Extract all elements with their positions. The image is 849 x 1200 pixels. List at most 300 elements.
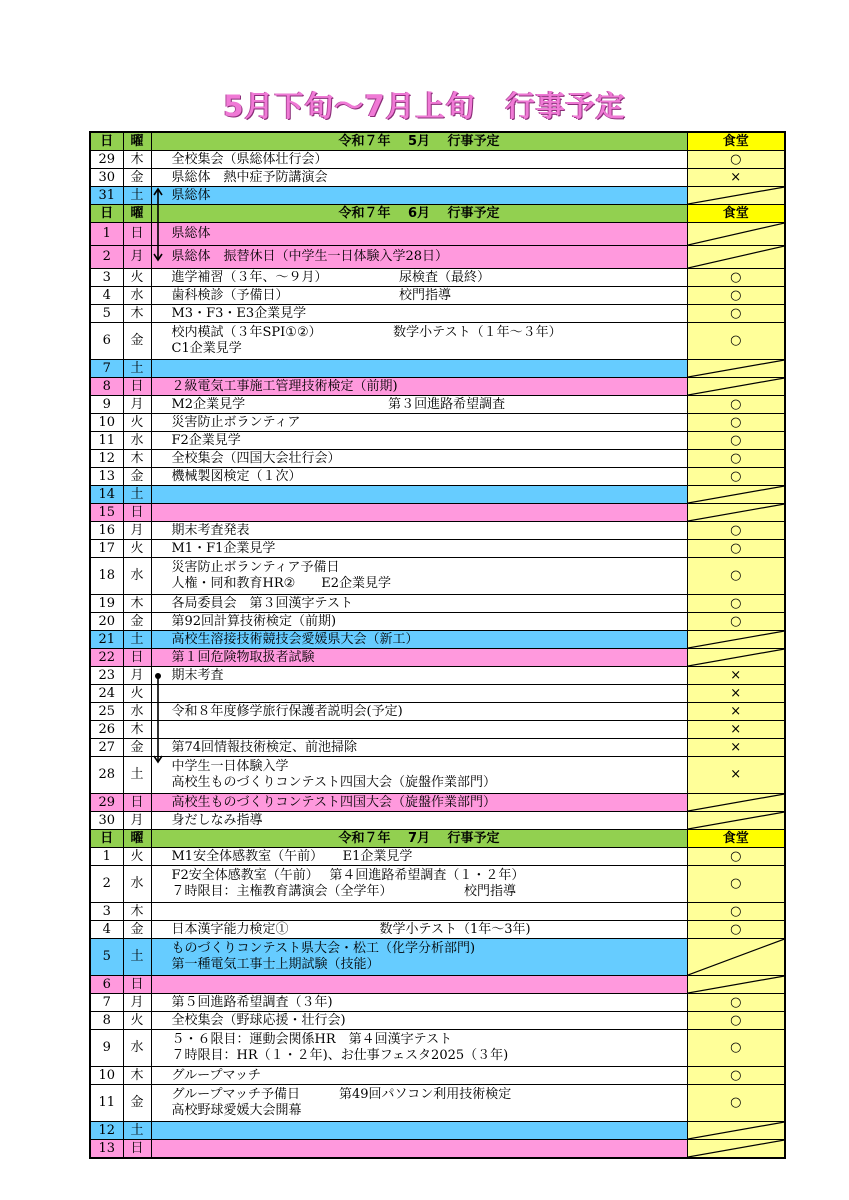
event-cell bbox=[151, 246, 687, 269]
schedule-row bbox=[90, 757, 785, 794]
weekday-cell: 水 bbox=[123, 703, 151, 721]
event-text: ７時限目：HR（１・２年)、お仕事フェスタ2025（３年) bbox=[171, 1048, 509, 1063]
no-service-slash bbox=[688, 486, 785, 503]
event-text: 全校集会（県総体壮行会） bbox=[171, 151, 328, 167]
event-text: M2企業見学 第３回進路希望調査 bbox=[171, 396, 506, 412]
weekday-cell: 日 bbox=[123, 976, 151, 994]
header-day: 日 bbox=[90, 132, 123, 151]
cafeteria-cell: ○ bbox=[687, 323, 785, 360]
day-cell: 12 bbox=[90, 450, 123, 468]
event-cell bbox=[151, 631, 687, 649]
cafeteria-cell bbox=[687, 794, 785, 812]
weekday-cell: 月 bbox=[123, 396, 151, 414]
event-cell bbox=[151, 667, 687, 685]
event-cell bbox=[151, 414, 687, 432]
event-text: 進学補習（３年、～９月） 尿検査（最終） bbox=[171, 269, 491, 285]
day-cell: 2 bbox=[90, 866, 123, 903]
cafeteria-cell: ○ bbox=[687, 848, 785, 866]
day-cell: 22 bbox=[90, 649, 123, 667]
event-text: 身だしなみ指導 bbox=[171, 812, 263, 828]
day-cell: 5 bbox=[90, 939, 123, 976]
weekday-cell: 日 bbox=[123, 378, 151, 396]
cafeteria-cell: ○ bbox=[687, 866, 785, 903]
event-text: ２級電気工事施工管理技術検定（前期) bbox=[171, 378, 398, 394]
event-cell bbox=[151, 721, 687, 739]
day-cell: 5 bbox=[90, 305, 123, 323]
no-service-slash bbox=[688, 187, 785, 204]
day-cell: 8 bbox=[90, 1012, 123, 1030]
event-text: 県総体 熱中症予防講演会 bbox=[171, 169, 328, 185]
cafeteria-cell bbox=[687, 939, 785, 976]
weekday-cell: 土 bbox=[123, 187, 151, 205]
weekday-cell: 木 bbox=[123, 595, 151, 613]
event-cell bbox=[151, 305, 687, 323]
header-cafeteria: 食堂 bbox=[687, 830, 785, 848]
schedule-row bbox=[90, 323, 785, 360]
weekday-cell: 土 bbox=[123, 1122, 151, 1140]
cafeteria-cell bbox=[687, 360, 785, 378]
day-cell: 29 bbox=[90, 151, 123, 169]
schedule-row bbox=[90, 468, 785, 486]
day-cell: 20 bbox=[90, 613, 123, 631]
schedule-table bbox=[89, 131, 786, 1159]
cafeteria-cell: ○ bbox=[687, 903, 785, 921]
event-cell bbox=[151, 595, 687, 613]
event-text: ５・６限目：運動会関係HR 第４回漢字テスト bbox=[171, 1032, 453, 1047]
event-cell bbox=[151, 450, 687, 468]
day-cell: 10 bbox=[90, 414, 123, 432]
weekday-cell: 木 bbox=[123, 903, 151, 921]
event-cell bbox=[151, 360, 687, 378]
event-cell bbox=[151, 613, 687, 631]
weekday-cell: 木 bbox=[123, 721, 151, 739]
event-cell bbox=[151, 812, 687, 830]
day-cell: 1 bbox=[90, 223, 123, 246]
no-service-slash bbox=[688, 223, 785, 245]
cafeteria-cell: ○ bbox=[687, 595, 785, 613]
header-weekday: 曜 bbox=[123, 132, 151, 151]
event-text: 第５回進路希望調査（３年) bbox=[171, 994, 333, 1010]
schedule-row bbox=[90, 794, 785, 812]
event-cell bbox=[151, 169, 687, 187]
schedule-row bbox=[90, 721, 785, 739]
schedule-row bbox=[90, 169, 785, 187]
weekday-cell: 火 bbox=[123, 269, 151, 287]
event-cell bbox=[151, 522, 687, 540]
event-cell bbox=[151, 540, 687, 558]
schedule-row bbox=[90, 558, 785, 595]
event-text: 機械製図検定（１次） bbox=[171, 468, 302, 484]
schedule-row bbox=[90, 432, 785, 450]
event-text: M1・F1企業見学 bbox=[171, 540, 276, 556]
day-cell: 13 bbox=[90, 468, 123, 486]
event-cell bbox=[151, 903, 687, 921]
day-cell: 17 bbox=[90, 540, 123, 558]
event-text: 期末考査 bbox=[171, 667, 224, 683]
schedule-row bbox=[90, 812, 785, 830]
weekday-cell: 火 bbox=[123, 685, 151, 703]
cafeteria-cell: ○ bbox=[687, 921, 785, 939]
weekday-cell: 日 bbox=[123, 794, 151, 812]
cafeteria-cell: ○ bbox=[687, 287, 785, 305]
schedule-row bbox=[90, 939, 785, 976]
weekday-cell: 火 bbox=[123, 540, 151, 558]
schedule-row bbox=[90, 378, 785, 396]
weekday-cell: 月 bbox=[123, 667, 151, 685]
weekday-cell: 木 bbox=[123, 305, 151, 323]
weekday-cell: 水 bbox=[123, 558, 151, 595]
day-cell: 21 bbox=[90, 631, 123, 649]
day-cell: 6 bbox=[90, 323, 123, 360]
cafeteria-cell: × bbox=[687, 721, 785, 739]
weekday-cell: 土 bbox=[123, 486, 151, 504]
schedule-row bbox=[90, 1012, 785, 1030]
cafeteria-cell: ○ bbox=[687, 994, 785, 1012]
event-text: 期末考査発表 bbox=[171, 522, 250, 538]
weekday-cell: 水 bbox=[123, 866, 151, 903]
weekday-cell: 木 bbox=[123, 450, 151, 468]
cafeteria-cell bbox=[687, 246, 785, 269]
event-text: 人権・同和教育HR② E2企業見学 bbox=[171, 576, 392, 591]
event-cell bbox=[151, 504, 687, 522]
event-text: 県総体 bbox=[171, 226, 211, 241]
event-text: 県総体 bbox=[171, 187, 211, 203]
weekday-cell: 金 bbox=[123, 169, 151, 187]
cafeteria-cell bbox=[687, 378, 785, 396]
cafeteria-cell: × bbox=[687, 703, 785, 721]
schedule-row bbox=[90, 1085, 785, 1122]
weekday-cell: 土 bbox=[123, 757, 151, 794]
month-header-row bbox=[90, 132, 785, 151]
event-cell bbox=[151, 1122, 687, 1140]
weekday-cell: 火 bbox=[123, 1012, 151, 1030]
event-cell bbox=[151, 378, 687, 396]
event-cell bbox=[151, 1140, 687, 1159]
cafeteria-cell: ○ bbox=[687, 305, 785, 323]
schedule-row bbox=[90, 667, 785, 685]
schedule-row bbox=[90, 1122, 785, 1140]
event-text: 全校集会（野球応援・壮行会) bbox=[171, 1012, 346, 1028]
header-cafeteria: 食堂 bbox=[687, 132, 785, 151]
weekday-cell: 水 bbox=[123, 287, 151, 305]
day-cell: 31 bbox=[90, 187, 123, 205]
event-text: C1企業見学 bbox=[171, 341, 242, 356]
day-cell: 26 bbox=[90, 721, 123, 739]
event-cell bbox=[151, 558, 687, 595]
cafeteria-cell bbox=[687, 976, 785, 994]
day-cell: 7 bbox=[90, 360, 123, 378]
month-heading: 令和７年 5月 行事予定 bbox=[151, 132, 687, 151]
weekday-cell: 火 bbox=[123, 414, 151, 432]
schedule-row bbox=[90, 921, 785, 939]
event-text: 災害防止ボランティア予備日 bbox=[171, 560, 340, 575]
day-cell: 18 bbox=[90, 558, 123, 595]
no-service-slash bbox=[688, 360, 785, 377]
month-header-row bbox=[90, 205, 785, 223]
event-cell bbox=[151, 1012, 687, 1030]
event-text: F2安全体感教室（午前） 第４回進路希望調査（１・２年） bbox=[171, 868, 525, 883]
schedule-row bbox=[90, 903, 785, 921]
schedule-row bbox=[90, 685, 785, 703]
day-cell: 1 bbox=[90, 848, 123, 866]
event-cell bbox=[151, 794, 687, 812]
event-cell bbox=[151, 939, 687, 976]
event-cell bbox=[151, 187, 687, 205]
schedule-row bbox=[90, 287, 785, 305]
event-text: F2企業見学 bbox=[171, 432, 241, 448]
event-text: 各局委員会 第３回漢字テスト bbox=[171, 595, 353, 611]
cafeteria-cell: ○ bbox=[687, 1085, 785, 1122]
weekday-cell: 月 bbox=[123, 522, 151, 540]
no-service-slash bbox=[688, 939, 785, 975]
day-cell: 27 bbox=[90, 739, 123, 757]
schedule-row bbox=[90, 866, 785, 903]
event-text: 中学生一日体験入学 bbox=[171, 759, 289, 774]
event-cell bbox=[151, 1085, 687, 1122]
event-text: 高校野球愛媛大会開幕 bbox=[171, 1103, 302, 1118]
schedule-row bbox=[90, 631, 785, 649]
weekday-cell: 金 bbox=[123, 739, 151, 757]
event-cell bbox=[151, 703, 687, 721]
cafeteria-cell: ○ bbox=[687, 1067, 785, 1085]
schedule-row bbox=[90, 246, 785, 269]
schedule-row bbox=[90, 976, 785, 994]
day-cell: 9 bbox=[90, 1030, 123, 1067]
schedule-row bbox=[90, 1140, 785, 1159]
weekday-cell: 日 bbox=[123, 504, 151, 522]
day-cell: 3 bbox=[90, 903, 123, 921]
event-text: 日本漢字能力検定① 数学小テスト（1年～3年) bbox=[171, 921, 531, 937]
event-text: 第92回計算技術検定（前期) bbox=[171, 613, 337, 629]
weekday-cell: 土 bbox=[123, 360, 151, 378]
schedule-row bbox=[90, 595, 785, 613]
page-title: 5月下旬～7月上旬 行事予定 bbox=[223, 89, 626, 123]
event-text: 令和８年度修学旅行保護者説明会(予定) bbox=[171, 703, 403, 719]
no-service-slash bbox=[688, 1140, 785, 1157]
event-cell bbox=[151, 921, 687, 939]
header-day: 日 bbox=[90, 830, 123, 848]
day-cell: 4 bbox=[90, 287, 123, 305]
header-weekday: 曜 bbox=[123, 205, 151, 223]
cafeteria-cell: ○ bbox=[687, 522, 785, 540]
event-text: 第一種電気工事士上期試験（技能） bbox=[171, 957, 380, 972]
day-cell: 19 bbox=[90, 595, 123, 613]
no-service-slash bbox=[688, 246, 785, 268]
schedule-row bbox=[90, 540, 785, 558]
cafeteria-cell bbox=[687, 1140, 785, 1159]
day-cell: 10 bbox=[90, 1067, 123, 1085]
event-cell bbox=[151, 468, 687, 486]
schedule-row bbox=[90, 450, 785, 468]
cafeteria-cell: ○ bbox=[687, 450, 785, 468]
weekday-cell: 金 bbox=[123, 323, 151, 360]
cafeteria-cell bbox=[687, 631, 785, 649]
cafeteria-cell: × bbox=[687, 667, 785, 685]
event-text: 高校生ものづくりコンテスト四国大会（旋盤作業部門） bbox=[171, 775, 496, 790]
event-cell bbox=[151, 649, 687, 667]
event-cell bbox=[151, 757, 687, 794]
header-cafeteria: 食堂 bbox=[687, 205, 785, 223]
weekday-cell: 木 bbox=[123, 1067, 151, 1085]
month-heading: 令和７年 6月 行事予定 bbox=[151, 205, 687, 223]
weekday-cell: 金 bbox=[123, 1085, 151, 1122]
weekday-cell: 月 bbox=[123, 994, 151, 1012]
weekday-cell: 土 bbox=[123, 939, 151, 976]
schedule-row bbox=[90, 848, 785, 866]
cafeteria-cell: ○ bbox=[687, 613, 785, 631]
cafeteria-cell: × bbox=[687, 757, 785, 794]
schedule-row bbox=[90, 486, 785, 504]
event-cell bbox=[151, 486, 687, 504]
header-day: 日 bbox=[90, 205, 123, 223]
event-text: 県総体 振替休日（中学生一日体験入学28日） bbox=[171, 249, 449, 264]
schedule-row bbox=[90, 360, 785, 378]
schedule-row bbox=[90, 414, 785, 432]
schedule-row bbox=[90, 649, 785, 667]
weekday-cell: 水 bbox=[123, 1030, 151, 1067]
weekday-cell: 木 bbox=[123, 151, 151, 169]
event-text: 第１回危険物取扱者試験 bbox=[171, 649, 315, 665]
cafeteria-cell bbox=[687, 812, 785, 830]
schedule-row bbox=[90, 504, 785, 522]
event-cell bbox=[151, 323, 687, 360]
event-cell bbox=[151, 848, 687, 866]
day-cell: 11 bbox=[90, 432, 123, 450]
schedule-row bbox=[90, 1030, 785, 1067]
weekday-cell: 火 bbox=[123, 848, 151, 866]
day-cell: 6 bbox=[90, 976, 123, 994]
event-cell bbox=[151, 269, 687, 287]
cafeteria-cell: ○ bbox=[687, 396, 785, 414]
cafeteria-cell: ○ bbox=[687, 269, 785, 287]
event-cell bbox=[151, 866, 687, 903]
cafeteria-cell bbox=[687, 1122, 785, 1140]
cafeteria-cell: × bbox=[687, 685, 785, 703]
event-text: 全校集会（四国大会壮行会） bbox=[171, 450, 341, 466]
schedule-row bbox=[90, 613, 785, 631]
day-cell: 14 bbox=[90, 486, 123, 504]
cafeteria-cell: ○ bbox=[687, 151, 785, 169]
header-weekday: 曜 bbox=[123, 830, 151, 848]
day-cell: 16 bbox=[90, 522, 123, 540]
no-service-slash bbox=[688, 631, 785, 648]
cafeteria-cell: ○ bbox=[687, 1030, 785, 1067]
weekday-cell: 土 bbox=[123, 631, 151, 649]
schedule-row bbox=[90, 187, 785, 205]
event-text: M3・F3・E3企業見学 bbox=[171, 305, 307, 321]
weekday-cell: 日 bbox=[123, 649, 151, 667]
event-cell bbox=[151, 976, 687, 994]
cafeteria-cell: ○ bbox=[687, 432, 785, 450]
schedule-row bbox=[90, 305, 785, 323]
cafeteria-cell: ○ bbox=[687, 540, 785, 558]
event-cell bbox=[151, 685, 687, 703]
cafeteria-cell bbox=[687, 223, 785, 246]
no-service-slash bbox=[688, 976, 785, 993]
schedule-row bbox=[90, 151, 785, 169]
event-text: ７時限目：主権教育講演会（全学年） 校門指導 bbox=[171, 884, 517, 899]
day-cell: 4 bbox=[90, 921, 123, 939]
cafeteria-cell: ○ bbox=[687, 468, 785, 486]
day-cell: 7 bbox=[90, 994, 123, 1012]
schedule-row bbox=[90, 703, 785, 721]
weekday-cell: 金 bbox=[123, 613, 151, 631]
event-cell bbox=[151, 396, 687, 414]
weekday-cell: 水 bbox=[123, 432, 151, 450]
day-cell: 2 bbox=[90, 246, 123, 269]
month-header-row bbox=[90, 830, 785, 848]
day-cell: 12 bbox=[90, 1122, 123, 1140]
day-cell: 25 bbox=[90, 703, 123, 721]
day-cell: 30 bbox=[90, 812, 123, 830]
event-text: 災害防止ボランティア bbox=[171, 414, 301, 430]
weekday-cell: 金 bbox=[123, 468, 151, 486]
weekday-cell: 月 bbox=[123, 246, 151, 269]
event-text: ものづくりコンテスト県大会・松工（化学分析部門) bbox=[171, 941, 476, 956]
schedule-row bbox=[90, 269, 785, 287]
schedule-row bbox=[90, 994, 785, 1012]
event-text: 校内模試（３年SPI①②） 数学小テスト（１年～３年） bbox=[171, 325, 562, 340]
event-text: 高校生溶接技術競技会愛媛県大会（新工） bbox=[171, 631, 419, 647]
event-text: 歯科検診（予備日） 校門指導 bbox=[171, 287, 452, 303]
event-cell bbox=[151, 223, 687, 246]
month-heading: 令和７年 7月 行事予定 bbox=[151, 830, 687, 848]
no-service-slash bbox=[688, 794, 785, 811]
day-cell: 8 bbox=[90, 378, 123, 396]
day-cell: 13 bbox=[90, 1140, 123, 1159]
schedule-row bbox=[90, 223, 785, 246]
schedule-row bbox=[90, 1067, 785, 1085]
no-service-slash bbox=[688, 1122, 785, 1139]
cafeteria-cell bbox=[687, 504, 785, 522]
event-cell bbox=[151, 287, 687, 305]
cafeteria-cell: ○ bbox=[687, 414, 785, 432]
cafeteria-cell bbox=[687, 649, 785, 667]
cafeteria-cell: ○ bbox=[687, 1012, 785, 1030]
no-service-slash bbox=[688, 504, 785, 521]
day-cell: 29 bbox=[90, 794, 123, 812]
schedule-row bbox=[90, 522, 785, 540]
cafeteria-cell: ○ bbox=[687, 558, 785, 595]
no-service-slash bbox=[688, 649, 785, 666]
event-text: 高校生ものづくりコンテスト四国大会（旋盤作業部門） bbox=[171, 794, 496, 810]
event-cell bbox=[151, 1067, 687, 1085]
event-text: グループマッチ bbox=[171, 1067, 261, 1083]
cafeteria-cell bbox=[687, 187, 785, 205]
day-cell: 28 bbox=[90, 757, 123, 794]
weekday-cell: 日 bbox=[123, 1140, 151, 1159]
schedule-row bbox=[90, 739, 785, 757]
weekday-cell: 日 bbox=[123, 223, 151, 246]
day-cell: 24 bbox=[90, 685, 123, 703]
event-cell bbox=[151, 151, 687, 169]
event-cell bbox=[151, 1030, 687, 1067]
cafeteria-cell bbox=[687, 486, 785, 504]
weekday-cell: 金 bbox=[123, 921, 151, 939]
cafeteria-cell: × bbox=[687, 739, 785, 757]
event-cell bbox=[151, 994, 687, 1012]
event-cell bbox=[151, 432, 687, 450]
no-service-slash bbox=[688, 378, 785, 395]
day-cell: 3 bbox=[90, 269, 123, 287]
event-text: グループマッチ予備日 第49回パソコン利用技術検定 bbox=[171, 1087, 512, 1102]
day-cell: 15 bbox=[90, 504, 123, 522]
event-cell bbox=[151, 739, 687, 757]
no-service-slash bbox=[688, 812, 785, 829]
cafeteria-cell: × bbox=[687, 169, 785, 187]
day-cell: 23 bbox=[90, 667, 123, 685]
schedule-row bbox=[90, 396, 785, 414]
